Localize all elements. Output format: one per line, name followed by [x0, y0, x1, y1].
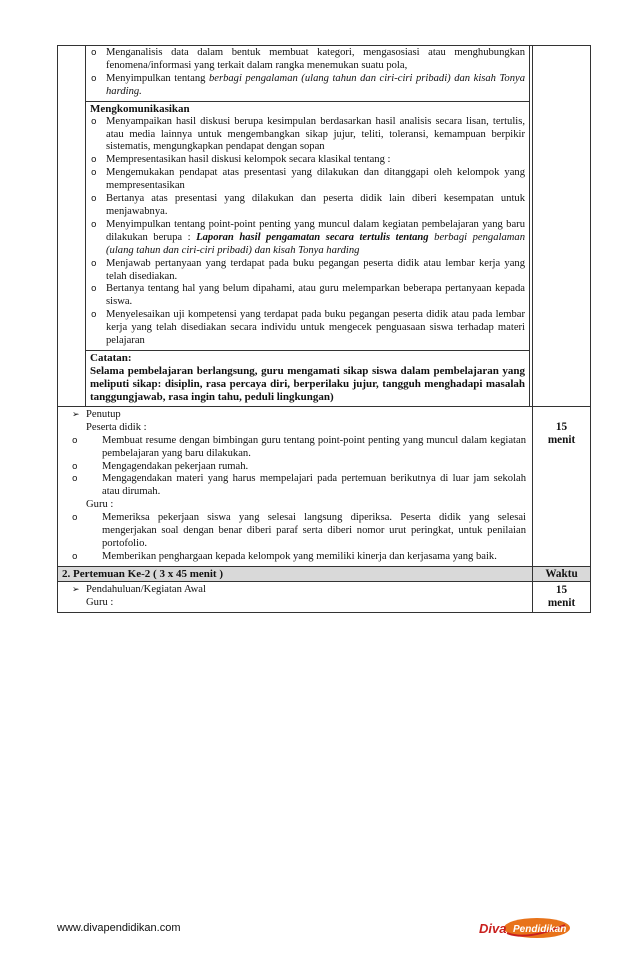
bullet-circle-icon: o: [91, 48, 97, 58]
time-cell: [533, 407, 590, 566]
bullet-circle-icon: o: [91, 219, 97, 230]
closing-title: ➢ Penutup: [72, 408, 121, 420]
bullet-circle-icon: o: [72, 513, 78, 524]
time-unit: menit: [547, 596, 576, 609]
list-item: o Menjawab pertanyaan yang terdapat pada buku pegangan peserta didik atau lembar kerja yang telah disediakan.: [91, 257, 525, 282]
time-value: 15: [555, 420, 568, 433]
bullet-circle-icon: o: [91, 168, 97, 179]
teacher-label: Guru :: [86, 499, 114, 511]
intro-title: ➢ Pendahuluan/Kegiatan Awal: [72, 583, 206, 595]
list-item: o Menganalisis data dalam bentuk membuat kategori, mengasosiasi atau menghubungkan fenomena/informasi yang terkait dalam rangka menemukan suatu pola,: [91, 47, 525, 71]
analysis-list: [90, 47, 525, 99]
time-cell: [533, 46, 590, 406]
teacher-list: [72, 512, 526, 564]
bullet-circle-icon: o: [91, 155, 97, 166]
bullet-circle-icon: o: [91, 116, 97, 127]
note-box: [86, 351, 529, 406]
list-item: o Bertanya tentang hal yang belum dipahami, atau guru melemparkan beberapa pertanyaan kepada siswa.: [91, 283, 525, 308]
time-unit: menit: [547, 433, 576, 446]
list-item: o Menyelesaikan uji kompetensi yang terdapat pada buku pegangan peserta didik atau pada lembar kerja yang telah disediakan secara individu untuk mengecek penguasaan siswa terhadap materi pelajaran: [91, 309, 525, 347]
bullet-circle-icon: o: [91, 73, 97, 84]
student-list: [72, 435, 526, 500]
meeting-title: 2. Pertemuan Ke-2 ( 3 x 45 menit ): [58, 567, 533, 581]
list-item: o Mengagendakan pekerjaan rumah.: [72, 460, 249, 472]
arrow-bullet-icon: ➢: [72, 409, 80, 420]
intro-cell: [58, 582, 533, 612]
bullet-circle-icon: o: [91, 258, 97, 269]
bullet-circle-icon: o: [91, 310, 97, 321]
communicate-box: [86, 102, 529, 351]
note-title: Catatan:: [90, 351, 132, 364]
table-row: [58, 46, 590, 407]
bullet-circle-icon: o: [91, 194, 97, 205]
list-item: o Mengagendakan materi yang harus mempelajari pada pertemuan berikutnya di luar jam sekolah atau dirumah.: [72, 473, 526, 498]
bullet-circle-icon: o: [72, 551, 78, 562]
table-row: [58, 582, 590, 612]
lesson-plan-table: [57, 45, 591, 613]
list-item: o Menyimpulkan tentang berbagi pengalaman (ulang tahun dan ciri-ciri pribadi) dan kisah Tonya harding.: [91, 72, 525, 97]
closing-cell: [58, 407, 533, 566]
svg-text:Pendidikan: Pendidikan: [513, 924, 567, 935]
student-label: Peserta didik :: [86, 421, 147, 433]
section-heading: Mengkomunikasikan: [90, 102, 190, 115]
svg-text:Diva: Diva: [479, 921, 507, 936]
list-item: o Menyimpulkan tentang point-point penting yang muncul dalam kegiatan pembelajaran yang baru dilakukan berupa : Laporan hasil pengamatan secara tertulis tentang berbagi pengalaman (ulang tahun dan ciri-ciri pribadi) dan kisah Tonya harding: [91, 218, 525, 256]
communicate-list: [90, 116, 525, 348]
list-item: o Memberikan penghargaan kepada kelompok yang memiliki kinerja dan kerjasama yang baik.: [72, 550, 497, 562]
list-item: o Memeriksa pekerjaan siswa yang selesai langsung diperiksa. Peserta didik yang selesai mengerjakan soal dengan benar diberi paraf serta diberi nomor urut peringkat, untuk penilaian portofolio.: [72, 512, 526, 549]
inner-box: [85, 46, 530, 406]
list-item: o Membuat resume dengan bimbingan guru tentang point-point penting yang muncul dalam kegiatan pembelajaran yang baru dilakukan.: [72, 434, 526, 459]
list-item: o Mempresentasikan hasil diskusi kelompok secara klasikal tentang :: [91, 154, 391, 166]
diva-pendidikan-logo: [477, 915, 571, 941]
analysis-box: [86, 46, 529, 102]
table-header-row: [58, 567, 590, 582]
footer-url[interactable]: www.divapendidikan.com: [57, 922, 181, 934]
list-item: o Mengemukakan pendapat atas presentasi yang dilakukan dan ditanggapi oleh kelompok yang mempresentasikan: [91, 167, 525, 192]
bullet-circle-icon: o: [72, 461, 78, 472]
table-row: [58, 407, 590, 567]
teacher-label: Guru :: [86, 596, 114, 608]
time-cell: [533, 582, 590, 612]
time-value: 15: [555, 583, 568, 596]
bullet-circle-icon: o: [72, 435, 78, 446]
list-item: o Menyampaikan hasil diskusi berupa kesimpulan berdasarkan hasil analisis secara lisan, tertulis, atau media lainnya untuk mengembangkan sikap jujur, teliti, toleransi, kemampuan berpikir sistematis, mengungkapkan pendapat dengan sopan: [91, 115, 525, 153]
activity-cell: [58, 46, 533, 406]
list-item: o Bertanya atas presentasi yang dilakukan dan peserta didik lain diberi kesempatan untuk menjawabnya.: [91, 193, 525, 217]
arrow-bullet-icon: ➢: [72, 584, 80, 595]
note-text: Selama pembelajaran berlangsung, guru mengamati sikap siswa dalam pembelajaran yang meliputi sikap: disiplin, rasa percaya diri, berperilaku jujur, tangguh menghadapi masalah tanggungjawab, rasa ingin tahu, peduli lingkungan): [90, 364, 525, 403]
time-header: Waktu: [533, 567, 590, 581]
bullet-circle-icon: o: [72, 474, 78, 485]
bullet-circle-icon: o: [91, 284, 97, 295]
